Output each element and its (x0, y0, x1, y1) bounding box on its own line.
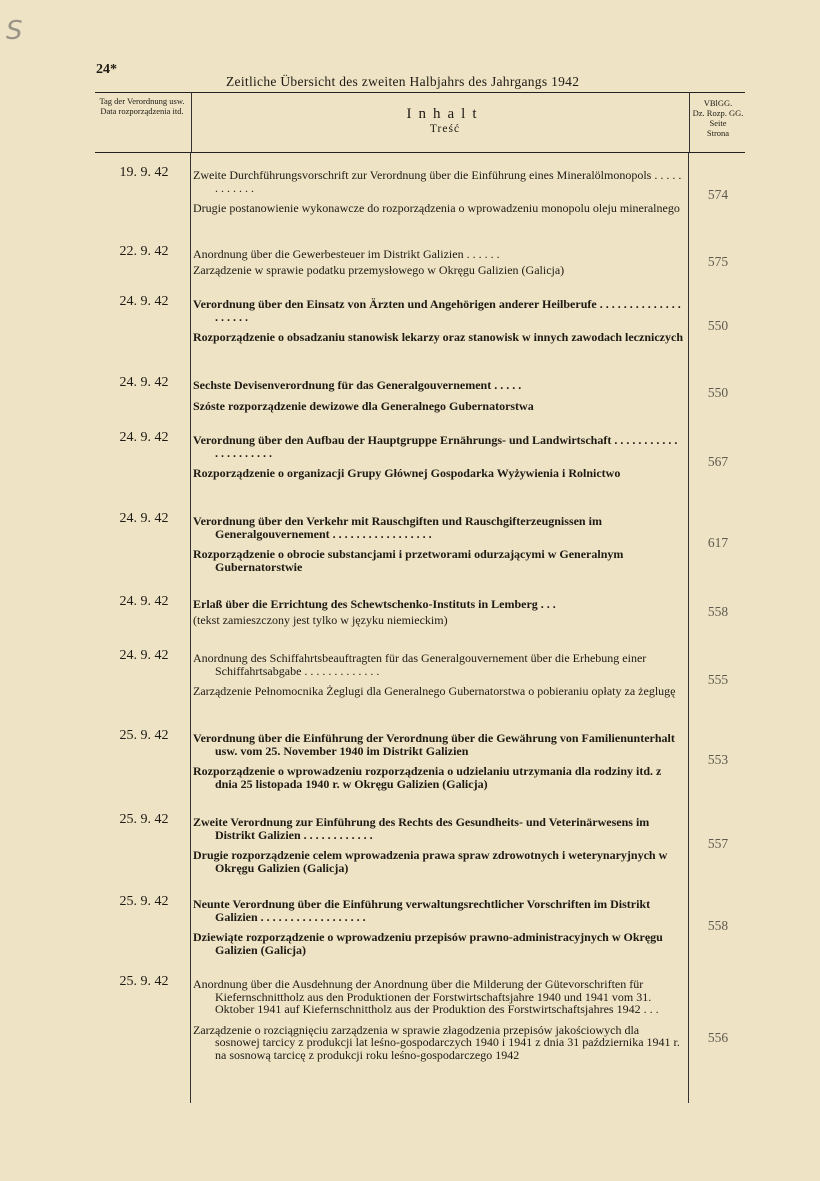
entry-page: 558 (707, 918, 729, 933)
entry-texts (193, 298, 683, 344)
header-divider-left (191, 92, 192, 152)
entry-date: 24. 9. 42 (119, 594, 169, 609)
entry-title-de: Anordnung über die Gewerbesteuer im Distrikt Galizien . . . . . . (193, 247, 500, 261)
entry-texts (193, 515, 683, 573)
column-header-content (200, 106, 690, 135)
entry-date: 22. 9. 42 (119, 244, 169, 259)
entry-page: 556 (707, 1030, 729, 1045)
column-header-page-pl: Dz. Rozp. GG. (692, 108, 744, 118)
entry-texts (193, 434, 683, 480)
entry-date: 25. 9. 42 (119, 812, 169, 827)
entry-date: 24. 9. 42 (119, 375, 169, 390)
entry-title-de: Verordnung über den Einsatz von Ärzten und Angehörigen anderer Heilberufe . . . . . . . . . . . . . . . . . . . . (193, 297, 681, 324)
entry-title-pl: Dziewiąte rozporządzenie o wprowadzeniu przepisów prawno-administracyjnych w Okręgu Galizien (Galicja) (193, 930, 663, 957)
column-header-page (690, 98, 746, 138)
column-divider-left (190, 153, 191, 1103)
entry-page: 550 (707, 385, 729, 400)
entry-date: 24. 9. 42 (119, 294, 169, 309)
entry-texts (193, 898, 683, 956)
entry-page: 567 (707, 454, 729, 469)
entry-date: 25. 9. 42 (119, 894, 169, 909)
entry-date: 24. 9. 42 (119, 430, 169, 445)
entry-page: 555 (707, 672, 729, 687)
entry-title-de: Zweite Verordnung zur Einführung des Rechts des Gesundheits- und Veterinärwesens im Distrikt Galizien . . . . . . . . . . . . (193, 815, 650, 842)
page-number: 24* (96, 62, 117, 77)
entry-texts (193, 169, 683, 215)
entry-date: 19. 9. 42 (119, 165, 169, 180)
column-header-page-de: VBlGG. (703, 98, 733, 108)
entry-title-pl: Drugie postanowienie wykonawcze do rozporządzenia o wprowadzeniu monopolu oleju mineralnego (193, 201, 680, 215)
entry-page: 575 (707, 254, 729, 269)
entry-page: 557 (707, 836, 729, 851)
entry-title-de: Erlaß über die Errichtung des Schewtschenko-Instituts in Lemberg . . . (193, 597, 556, 611)
column-divider-right (688, 153, 689, 1103)
entry-texts (193, 598, 683, 626)
entry-title-pl: Rozporządzenie o obsadzaniu stanowisk lekarzy oraz stanowisk w innych zawodach leczniczych (193, 330, 683, 344)
entry-title-pl: Zarządzenie Pełnomocnika Żeglugi dla Generalnego Gubernatorstwa o pobieraniu opłaty za żeglugę (193, 684, 676, 698)
entry-texts (193, 248, 683, 276)
entry-date: 25. 9. 42 (119, 728, 169, 743)
entry-title-de: Zweite Durchführungsvorschrift zur Verordnung über die Einführung eines Mineralölmonopols . . . . . . . . . . . . (193, 168, 682, 195)
entry-title-pl: Rozporządzenie o organizacji Grupy Głównej Gospodarka Wyżywienia i Rolnictwo (193, 466, 621, 480)
column-header-content-pl: Treść (429, 123, 461, 135)
column-header-page-de2: Seite (709, 118, 727, 128)
entry-date: 24. 9. 42 (119, 511, 169, 526)
entry-title-pl: Rozporządzenie o wprowadzeniu rozporządzenia o udzielaniu utrzymania dla rodziny itd. z dnia 25 listopada 1940 r. w Okręgu Galizien (Galicja) (193, 764, 662, 791)
entry-title-pl: Zarządzenie o rozciągnięciu zarządzenia w sprawie złagodzenia przepisów jakościowych dla sosnowej tarcicy z produkcji lat leśno-gospodarczych 1940 i 1941 z dnia 31 października 1941 r. na sosnową tarcicę z produkcji roku leśno-gospodarczego 1942 (193, 1022, 680, 1062)
column-header-page-pl2: Strona (706, 128, 730, 138)
entry-date: 24. 9. 42 (119, 648, 169, 663)
column-header-date-de: Tag der Verordnung usw. (99, 96, 185, 106)
entry-title-de: Sechste Devisenverordnung für das Generalgouvernement . . . . . (193, 378, 522, 392)
entry-title-pl: (tekst zamieszczony jest tylko w języku niemieckim) (193, 612, 448, 627)
corner-pencil-mark: S (6, 16, 23, 46)
running-title: Zeitliche Übersicht des zweiten Halbjahrs des Jahrgangs 1942 (226, 74, 580, 89)
entry-title-pl: Rozporządzenie o obrocie substancjami i przetworami odurzającymi w Generalnym Gubernatorstwie (193, 547, 624, 574)
column-header-content-de: Inhalt (406, 106, 484, 122)
entry-page: 558 (707, 604, 729, 619)
top-rule (95, 92, 745, 93)
column-header-date (96, 96, 188, 116)
entry-date: 25. 9. 42 (119, 974, 169, 989)
entry-title-de: Verordnung über den Aufbau der Hauptgruppe Ernährungs- und Landwirtschaft . . . . . . . . . . . . . . . . . . . . . (193, 433, 678, 460)
entry-page: 550 (707, 318, 729, 333)
entry-texts (193, 816, 683, 874)
entry-title-de: Verordnung über die Einführung der Verordnung über die Gewährung von Familienunterhalt usw. vom 25. November 1940 im Distrikt Galizien (193, 731, 675, 758)
header-rule (95, 152, 745, 153)
entry-texts (193, 379, 683, 412)
entry-texts (193, 732, 683, 790)
entry-page: 617 (707, 535, 729, 550)
entry-title-de: Neunte Verordnung über die Einführung verwaltungsrechtlicher Vorschriften im Distrikt Galizien . . . . . . . . . . . . . . . . . . (193, 897, 651, 924)
entry-title-de: Anordnung des Schiffahrtsbeauftragten für das Generalgouvernement über die Erhebung einer Schiffahrtsabgabe . . . . . . . . . . . . . (193, 651, 647, 678)
entry-title-de: Verordnung über den Verkehr mit Rauschgiften und Rauschgifterzeugnissen im Generalgouvernement . . . . . . . . . . . . . . . . . (193, 514, 602, 541)
column-header-date-pl: Data rozporządzenia itd. (100, 106, 184, 116)
entry-title-de: Anordnung über die Ausdehnung der Anordnung über die Milderung der Gütevorschriften für Kiefernschnittholz aus den Produktionen der Forstwirtschaftsjahre 1940 und 1941 vom 31. Oktober 1941 auf Kiefernschnittholz aus der Produktion des Forstwirtschaftsjahres 1942 . . . (193, 977, 659, 1016)
entry-texts (193, 652, 683, 698)
entry-texts (193, 978, 683, 1061)
entry-title-pl: Szóste rozporządzenie dewizowe dla Generalnego Gubernatorstwa (193, 398, 534, 413)
entry-title-pl: Drugie rozporządzenie celem wprowadzenia prawa spraw zdrowotnych i weterynaryjnych w Okręgu Galizien (Galicja) (193, 848, 668, 875)
entry-title-pl: Zarządzenie w sprawie podatku przemysłowego w Okręgu Galizien (Galicja) (193, 262, 565, 277)
entry-page: 574 (707, 187, 729, 202)
entry-page: 553 (707, 752, 729, 767)
